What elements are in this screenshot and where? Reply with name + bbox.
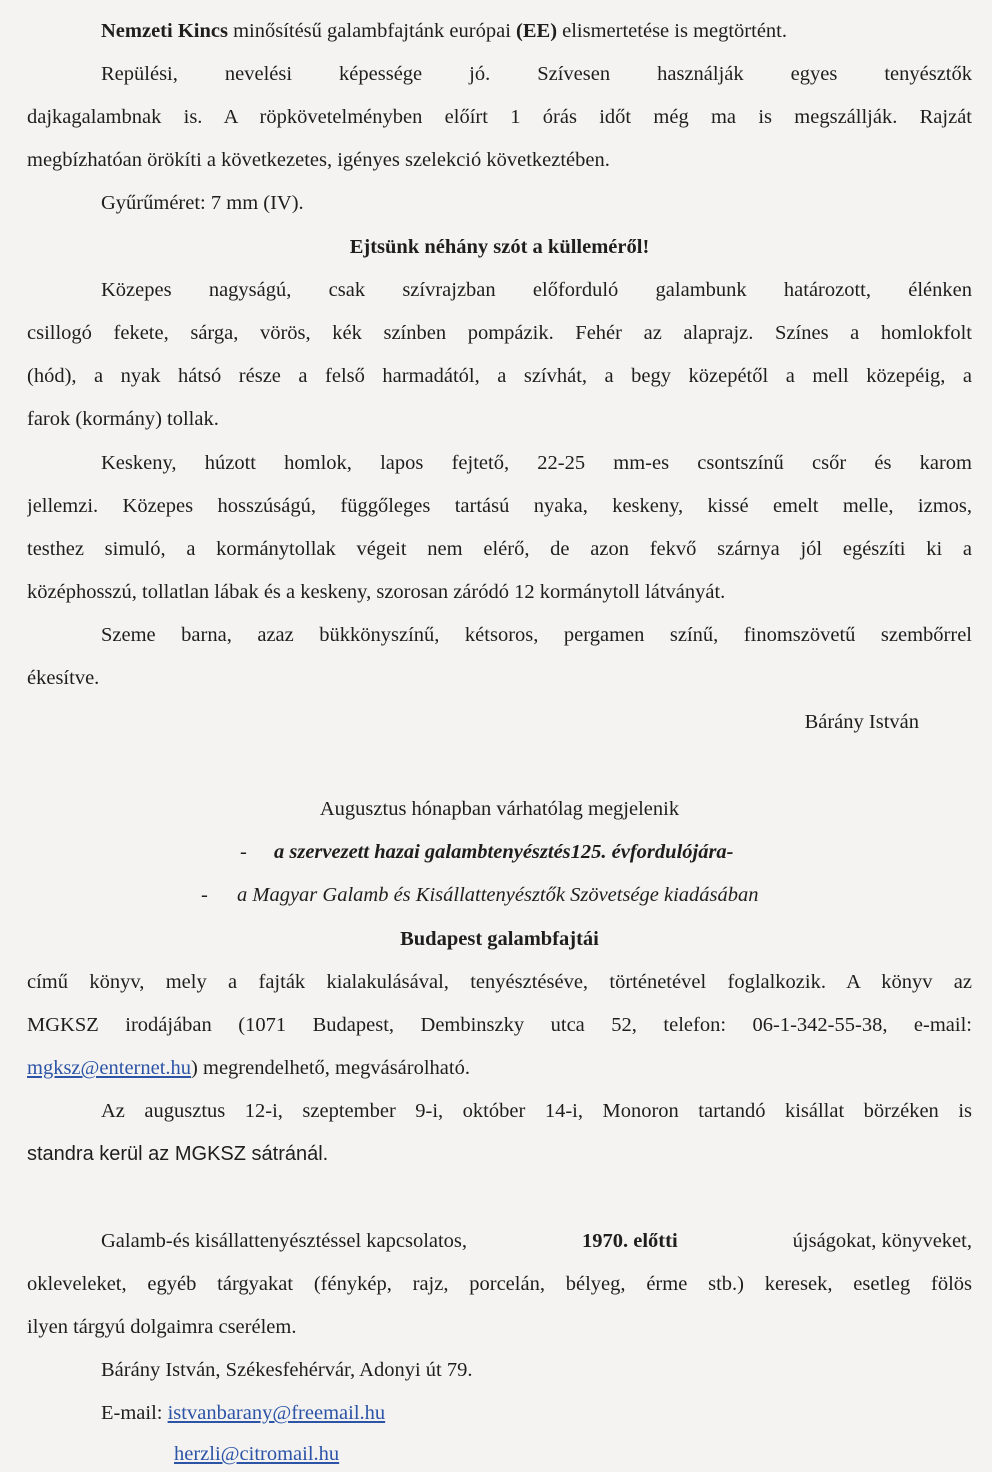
contact-email-line [101,1400,972,1426]
contact-email-line-2 [174,1441,574,1467]
paragraph-flight-line-2: dajkagalambnak is. A röpkövetelményben előírt 1 órás időt még ma is megszállják. Rajzát [27,106,972,128]
dash-bullet: - [240,841,247,863]
announcement-anniversary: a szervezett hazai galambtenyésztés125. évfordulójára- [274,841,734,863]
paragraph-flight-line-3: megbízhatóan örökíti a következetes, igényes szelekció következtében. [27,149,610,171]
section-heading: Ejtsünk néhány szót a külleméről! [349,236,650,258]
text-fragment: Galamb-és kisállattenyésztéssel kapcsolatos, [101,1230,468,1252]
paragraph-eu-recognition [101,18,972,44]
paragraph-size-line-4: farok (kormány) tollak. [27,408,219,430]
paragraph-size-line-2: csillogó fekete, sárga, vörös, kék színben pompázik. Fehér az alaprajz. Színes a homlokfolt [27,322,972,344]
dash-bullet: - [201,884,208,906]
paragraph-head-line-4: középhosszú, tollatlan lábak és a keskeny, szorosan záródó 12 kormánytoll látványát. [27,581,726,603]
text-fragment: újságokat, könyveket, [792,1230,972,1252]
text-fragment: ) megrendelhető, megvásárolható. [191,1057,470,1079]
year-label: 1970. előtti [582,1230,678,1252]
book-title: Budapest galambfajtái [400,928,599,950]
paragraph-eye-line-1: Szeme barna, azaz bükkönyszínű, kétsoros, pergamen színű, finomszövetű szembőrrel [101,624,972,646]
paragraph-head-line-1: Keskeny, húzott homlok, lapos fejtető, 22-25 mm-es csontszínű csőr és karom [101,452,972,474]
paragraph-flight-line-1: Repülési, nevelési képessége jó. Szívesen használják egyes tenyésztők [101,63,972,85]
announcement-line-6 [27,1055,972,1081]
announcement-line-5: MGKSZ irodájában (1071 Budapest, Dembinszky utca 52, telefon: 06-1-342-55-38, e-mail: [27,1014,972,1036]
paragraph-eye-line-2: ékesítve. [27,667,100,689]
announcement-line-1: Augusztus hónapban várhatólag megjelenik [319,798,680,820]
wanted-line-2: okleveleket, egyéb tárgyakat (fénykép, rajz, porcelán, bélyeg, érme stb.) keresek, esetleg fölös [27,1273,972,1295]
wanted-line-1 [101,1228,972,1254]
paragraph-head-line-3: testhez simuló, a kormánytollak végeit nem elérő, de azon fekvő szárnya jól egészíti ki a [27,538,972,560]
announcement-line-4: című könyv, mely a fajták kialakulásával, tenyésztéséve, történetével foglalkozik. A könyv az [27,971,972,993]
text-fragment: elismertetése is megtörtént. [557,20,787,42]
contact-address: Bárány István, Székesfehérvár, Adonyi út 79. [101,1359,473,1381]
mgksz-email-link[interactable]: mgksz@enternet.hu [27,1057,192,1079]
ring-size: Gyűrűméret: 7 mm (IV). [101,192,304,214]
fairs-line-1: Az augusztus 12-i, szeptember 9-i, október 14-i, Monoron tartandó kisállat börzéken is [101,1100,972,1122]
wanted-line-3: ilyen tárgyú dolgaimra cserélem. [27,1316,297,1338]
announcement-publisher: a Magyar Galamb és Kisállattenyésztők Szövetsége kiadásában [237,884,759,906]
paragraph-size-line-3: (hód), a nyak hátsó része a felső harmadától, a szívhát, a begy közepétől a mell közepéig, a [27,365,972,387]
text-fragment: minősítésű galambfajtánk európai [227,20,517,42]
email-link-citromail[interactable]: herzli@citromail.hu [174,1443,340,1465]
paragraph-head-line-2: jellemzi. Közepes hosszúságú, függőleges tartású nyaka, keskeny, kissé emelt melle, izmos, [27,495,972,517]
national-treasure-label: Nemzeti Kincs [101,20,228,42]
email-label: E-mail: [101,1402,168,1424]
signature: Bárány István [804,711,919,733]
fairs-line-2: standra kerül az MGKSZ sátránál. [27,1143,329,1165]
ee-label: (EE) [516,20,558,42]
paragraph-size-line-1: Közepes nagyságú, csak szívrajzban előforduló galambunk határozott, élénken [101,279,972,301]
email-link-freemail[interactable]: istvanbarany@freemail.hu [167,1402,386,1424]
